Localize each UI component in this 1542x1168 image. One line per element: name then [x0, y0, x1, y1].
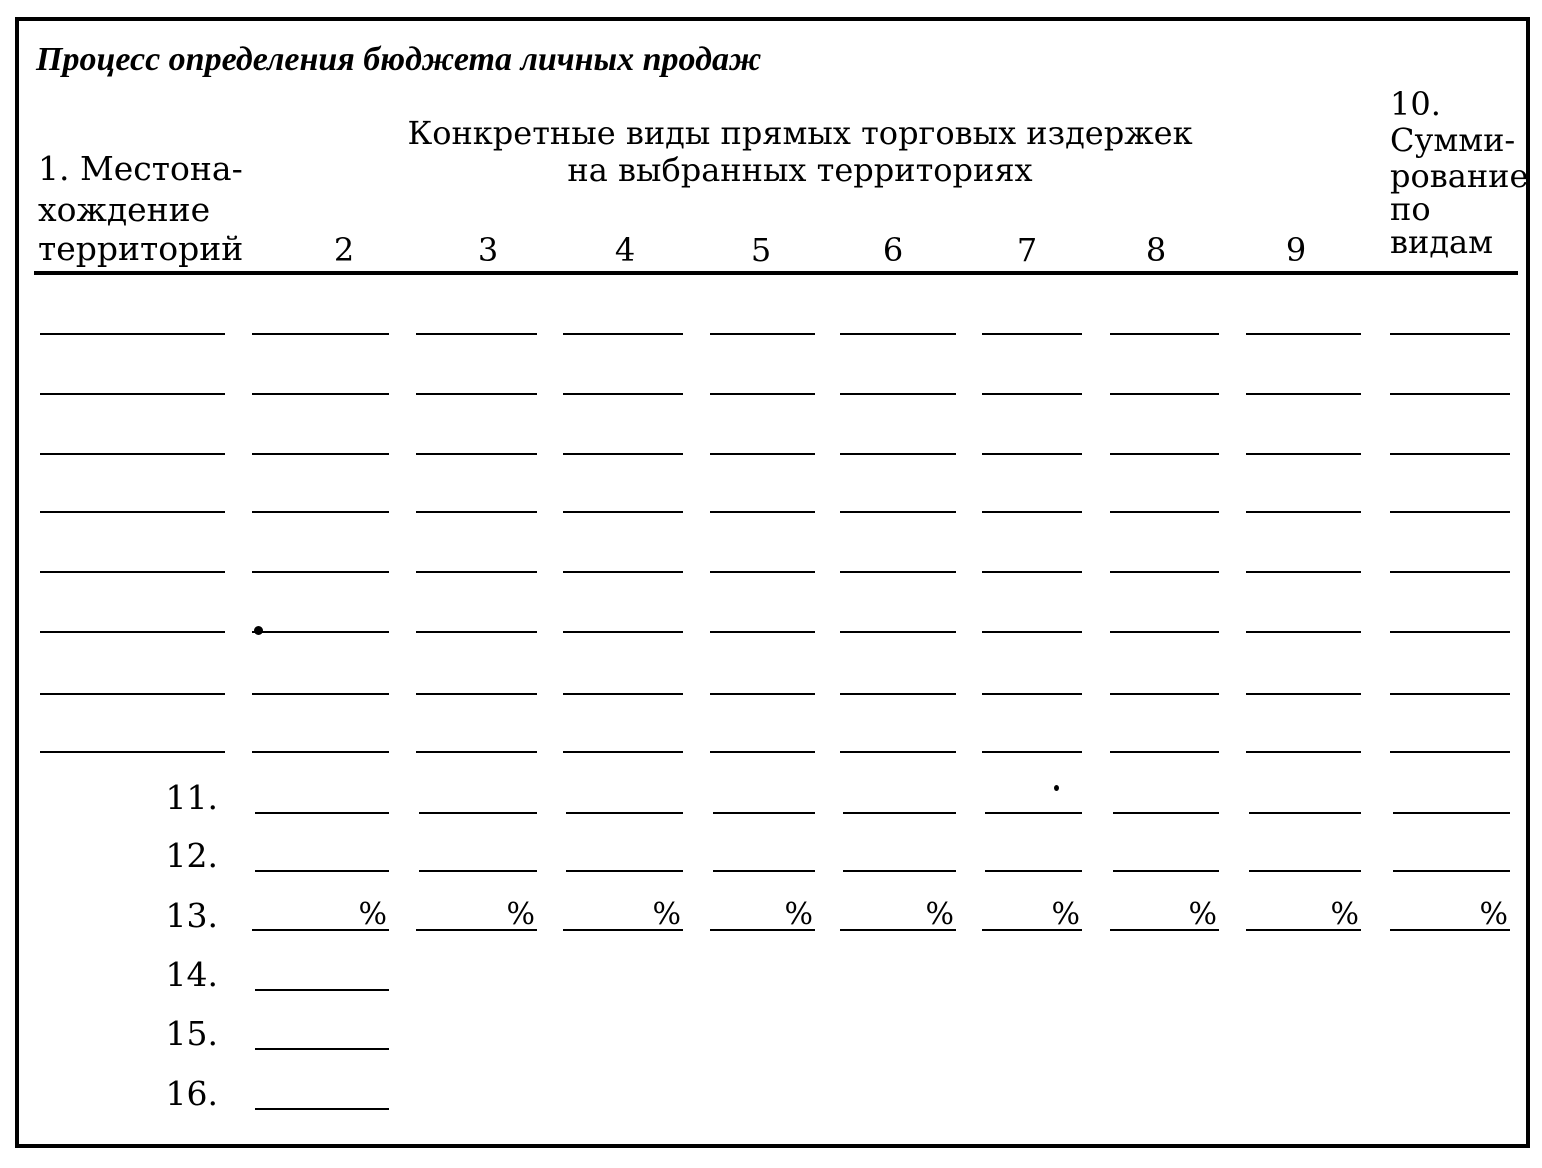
percent-blank-c7[interactable]: %	[982, 901, 1082, 931]
cost-blank-r3-c6[interactable]	[840, 453, 956, 455]
territory-blank-row-3[interactable]	[40, 453, 225, 455]
cost-group-header	[300, 115, 1300, 189]
summary-blank-r11-c10[interactable]	[1393, 812, 1510, 814]
cost-blank-r6-c9[interactable]	[1246, 631, 1361, 633]
summary-row-label: 11.	[165, 778, 218, 817]
cost-blank-r2-c8[interactable]	[1110, 393, 1219, 395]
summary-blank-r11-c3[interactable]	[419, 812, 537, 814]
col10-header-line3: рование	[1390, 157, 1529, 195]
summary-blank-r12-c9[interactable]	[1249, 870, 1361, 872]
cost-blank-r7-c9[interactable]	[1246, 693, 1361, 695]
territory-blank-row-6[interactable]	[40, 631, 225, 633]
cost-column-number-7: 7	[1016, 231, 1038, 269]
percent-blank-c8[interactable]: %	[1110, 901, 1219, 931]
cost-blank-r4-c3[interactable]	[416, 511, 537, 513]
cost-blank-r4-c6[interactable]	[840, 511, 956, 513]
percent-blank-c5[interactable]: %	[710, 901, 815, 931]
cost-blank-r7-c10[interactable]	[1390, 693, 1510, 695]
summary-row-label: 13.	[165, 896, 218, 935]
cost-column-number-6: 6	[882, 231, 904, 269]
cost-column-number-2: 2	[333, 231, 355, 269]
percent-blank-c4[interactable]: %	[563, 901, 683, 931]
summary-blank-r12-c3[interactable]	[419, 870, 537, 872]
summary-row-label: 14.	[165, 955, 218, 994]
summary-blank-r12-c10[interactable]	[1393, 870, 1510, 872]
cost-blank-r1-c2[interactable]	[252, 333, 389, 335]
cost-blank-r5-c10[interactable]	[1390, 571, 1510, 573]
summary-blank-r12-c7[interactable]	[985, 870, 1082, 872]
cost-blank-r5-c4[interactable]	[563, 571, 683, 573]
cost-blank-r4-c10[interactable]	[1390, 511, 1510, 513]
cost-column-number-4: 4	[614, 231, 636, 269]
cost-blank-r4-c8[interactable]	[1110, 511, 1219, 513]
summary-row-label: 15.	[165, 1014, 218, 1053]
cost-blank-r5-c9[interactable]	[1246, 571, 1361, 573]
territory-blank-row-1[interactable]	[40, 333, 225, 335]
col10-header-line4: по	[1390, 190, 1431, 228]
cost-blank-r8-c5[interactable]	[710, 751, 815, 753]
percent-blank-c9[interactable]: %	[1246, 901, 1361, 931]
cost-blank-r2-c6[interactable]	[840, 393, 956, 395]
cost-blank-r8-c3[interactable]	[416, 751, 537, 753]
cost-blank-r8-c6[interactable]	[840, 751, 956, 753]
cost-blank-r5-c6[interactable]	[840, 571, 956, 573]
summary-row-label: 16.	[165, 1074, 218, 1113]
cost-blank-r2-c7[interactable]	[982, 393, 1082, 395]
cost-blank-r4-c9[interactable]	[1246, 511, 1361, 513]
summary-blank-r11-c9[interactable]	[1249, 812, 1361, 814]
cost-blank-r7-c4[interactable]	[563, 693, 683, 695]
territory-blank-row-4[interactable]	[40, 511, 225, 513]
form-title: Процесс определения бюджета личных продаж	[36, 41, 762, 78]
cost-blank-r6-c3[interactable]	[416, 631, 537, 633]
cost-blank-r3-c4[interactable]	[563, 453, 683, 455]
col10-header-line5: видам	[1390, 223, 1494, 261]
cost-blank-r7-c8[interactable]	[1110, 693, 1219, 695]
summary-blank-r11-c6[interactable]	[843, 812, 956, 814]
cost-blank-r3-c10[interactable]	[1390, 453, 1510, 455]
cost-blank-r3-c3[interactable]	[416, 453, 537, 455]
percent-blank-c6[interactable]: %	[840, 901, 956, 931]
col1-header-line2: хождение	[38, 190, 211, 229]
header-rule	[34, 271, 1518, 275]
cost-blank-r8-c10[interactable]	[1390, 751, 1510, 753]
cost-column-number-5: 5	[750, 231, 772, 269]
cost-blank-r2-c9[interactable]	[1246, 393, 1361, 395]
percent-blank-c2[interactable]: %	[252, 901, 389, 931]
cost-blank-r7-c5[interactable]	[710, 693, 815, 695]
territory-blank-row-7[interactable]	[40, 693, 225, 695]
percent-blank-c3[interactable]: %	[416, 901, 537, 931]
cost-group-header-line2: на выбранных территориях	[567, 151, 1033, 189]
cost-blank-r1-c3[interactable]	[416, 333, 537, 335]
ink-speck	[1054, 785, 1059, 791]
col10-header-line2: Сумми-	[1390, 121, 1516, 159]
cost-blank-r3-c2[interactable]	[252, 453, 389, 455]
cost-blank-r5-c3[interactable]	[416, 571, 537, 573]
cost-blank-r8-c8[interactable]	[1110, 751, 1219, 753]
summary-row-label: 12.	[165, 836, 218, 875]
cost-blank-r7-c2[interactable]	[252, 693, 389, 695]
cost-blank-r4-c7[interactable]	[982, 511, 1082, 513]
cost-blank-r7-c3[interactable]	[416, 693, 537, 695]
cost-column-number-8: 8	[1145, 231, 1167, 269]
cost-blank-r4-c5[interactable]	[710, 511, 815, 513]
cost-blank-r2-c10[interactable]	[1390, 393, 1510, 395]
cost-blank-r8-c2[interactable]	[252, 751, 389, 753]
summary-blank-r12-c8[interactable]	[1113, 870, 1219, 872]
cost-blank-r5-c8[interactable]	[1110, 571, 1219, 573]
cost-blank-r2-c3[interactable]	[416, 393, 537, 395]
cost-blank-r5-c5[interactable]	[710, 571, 815, 573]
cost-column-number-9: 9	[1285, 231, 1307, 269]
summary-blank-r14-c2[interactable]	[255, 989, 389, 991]
cost-blank-r6-c4[interactable]	[563, 631, 683, 633]
percent-blank-c10[interactable]: %	[1390, 901, 1510, 931]
cost-blank-r2-c2[interactable]	[252, 393, 389, 395]
col1-header-line1: 1. Местона-	[38, 149, 243, 188]
cost-blank-r3-c9[interactable]	[1246, 453, 1361, 455]
cost-blank-r3-c7[interactable]	[982, 453, 1082, 455]
summary-blank-r11-c7[interactable]	[985, 812, 1082, 814]
summary-blank-r11-c5[interactable]	[713, 812, 815, 814]
cost-blank-r8-c9[interactable]	[1246, 751, 1361, 753]
cost-blank-r1-c7[interactable]	[982, 333, 1082, 335]
summary-blank-r11-c8[interactable]	[1113, 812, 1219, 814]
cost-blank-r6-c2[interactable]	[252, 631, 389, 633]
cost-blank-r1-c5[interactable]	[710, 333, 815, 335]
col10-header	[1390, 86, 1528, 260]
cost-blank-r2-c4[interactable]	[563, 393, 683, 395]
cost-blank-r6-c7[interactable]	[982, 631, 1082, 633]
summary-blank-r12-c6[interactable]	[843, 870, 956, 872]
cost-blank-r1-c8[interactable]	[1110, 333, 1219, 335]
cost-blank-r4-c2[interactable]	[252, 511, 389, 513]
cost-blank-r7-c7[interactable]	[982, 693, 1082, 695]
cost-blank-r2-c5[interactable]	[710, 393, 815, 395]
cost-blank-r3-c5[interactable]	[710, 453, 815, 455]
cost-blank-r4-c4[interactable]	[563, 511, 683, 513]
summary-blank-r16-c2[interactable]	[255, 1108, 389, 1110]
cost-group-header-line1: Конкретные виды прямых торговых издержек	[407, 114, 1193, 152]
summary-blank-r11-c2[interactable]	[255, 812, 389, 814]
territory-blank-row-2[interactable]	[40, 393, 225, 395]
territory-blank-row-8[interactable]	[40, 751, 225, 753]
summary-blank-r12-c2[interactable]	[255, 870, 389, 872]
cost-column-number-3: 3	[477, 231, 499, 269]
summary-blank-r12-c4[interactable]	[566, 870, 683, 872]
cost-blank-r7-c6[interactable]	[840, 693, 956, 695]
cost-blank-r6-c5[interactable]	[710, 631, 815, 633]
cost-blank-r5-c2[interactable]	[252, 571, 389, 573]
cost-blank-r8-c4[interactable]	[563, 751, 683, 753]
territory-blank-row-5[interactable]	[40, 571, 225, 573]
cost-blank-r6-c8[interactable]	[1110, 631, 1219, 633]
summary-blank-r12-c5[interactable]	[713, 870, 815, 872]
ink-speck	[254, 626, 263, 635]
cost-blank-r1-c4[interactable]	[563, 333, 683, 335]
col1-header-line3: территорий	[38, 229, 244, 268]
cost-blank-r3-c8[interactable]	[1110, 453, 1219, 455]
summary-blank-r15-c2[interactable]	[255, 1048, 389, 1050]
summary-blank-r11-c4[interactable]	[566, 812, 683, 814]
cost-blank-r6-c6[interactable]	[840, 631, 956, 633]
col10-header-line1: 10.	[1390, 85, 1441, 123]
cost-blank-r5-c7[interactable]	[982, 571, 1082, 573]
cost-blank-r1-c9[interactable]	[1246, 333, 1361, 335]
cost-blank-r8-c7[interactable]	[982, 751, 1082, 753]
cost-blank-r1-c10[interactable]	[1390, 333, 1510, 335]
cost-blank-r1-c6[interactable]	[840, 333, 956, 335]
cost-blank-r6-c10[interactable]	[1390, 631, 1510, 633]
